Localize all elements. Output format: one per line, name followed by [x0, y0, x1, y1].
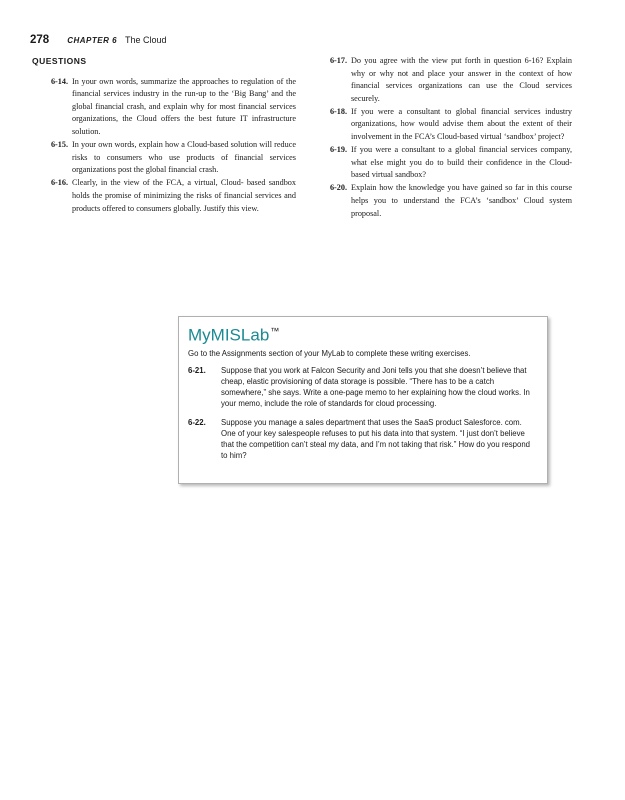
mymislab-logo [188, 321, 538, 346]
exercise-item [188, 365, 538, 410]
logo-prefix: My [188, 325, 211, 345]
question-number: 6-16. [50, 178, 68, 188]
question-number: 6-20. [329, 183, 347, 193]
chapter-title: The Cloud [125, 35, 167, 45]
questions-right-column [316, 55, 572, 221]
mymislab-intro: Go to the Assignments section of your MyLab to complete these writing exercises. [188, 348, 471, 358]
running-header [30, 30, 167, 48]
question-item [316, 106, 572, 144]
question-text: In your own words, summarize the approaches to regulation of the financial services industry in the run-up to the ‘Big Bang’ and the global financial crash, and explain why for most financial services organizations, the Cloud offers the best future IT infrastructure solution. [72, 76, 296, 136]
chapter-label: CHAPTER 6 [67, 36, 118, 45]
question-text: Do you agree with the view put forth in question 6-16? Explain why or why not and place your answer in the context of how financial services organizations can use the Cloud services securely. [351, 56, 572, 103]
question-item [32, 177, 296, 215]
question-text: Clearly, in the view of the FCA, a virtual, Cloud- based sandbox holds the promise of minimizing the risks of financial services and products offered to consumers globally. Justify this view. [72, 178, 296, 213]
question-number: 6-19. [329, 145, 347, 155]
logo-main: MIS [210, 325, 241, 345]
trademark-symbol: ™ [270, 326, 280, 336]
question-item [316, 144, 572, 182]
page-number: 278 [30, 34, 50, 46]
exercise-text: Suppose you manage a sales department that uses the SaaS product Salesforce. com. One of your key salespeople refuses to put his data into that system. “I just don’t believe that the competition can’t steal my data, and I’m not taking that risk.” How do you respond to him? [221, 417, 531, 461]
question-item [32, 76, 296, 139]
exercise-text: Suppose that you work at Falcon Security and Joni tells you that she doesn’t believe that cheap, elastic provisioning of data storage is possible. “There has to be a catch somewhere,” she says. Write a one-page memo to her explaining how the cloud works. In your memo, include the role of standards for cloud processing. [221, 365, 530, 409]
exercise-number: 6-21. [188, 365, 206, 375]
question-item [32, 139, 296, 177]
mymislab-box [178, 316, 548, 484]
question-number: 6-18. [329, 106, 347, 116]
questions-heading: QUESTIONS [32, 56, 87, 66]
question-text: If you were a consultant to a global financial services company, what else might you do to build their confidence in the Cloud- based virtual sandbox? [351, 145, 572, 180]
question-text: In your own words, explain how a Cloud-based solution will reduce risks to consumers who use products of financial services organizations post the global financial crash. [72, 140, 296, 175]
question-text: Explain how the knowledge you have gained so far in this course helps you to understand the FCA’s ‘sandbox’ Cloud system proposal. [351, 183, 572, 218]
logo-suffix: Lab [240, 325, 270, 345]
question-number: 6-15. [50, 140, 68, 150]
questions-left-column [32, 55, 296, 216]
exercise-item [188, 417, 538, 462]
question-item [316, 182, 572, 220]
question-text: If you were a consultant to global financial services industry organizations, how would advise them about the extent of their involvement in the FCA’s Cloud-based virtual ‘sandbox’ project? [351, 106, 572, 142]
question-number: 6-17. [329, 56, 347, 65]
question-item [316, 55, 572, 105]
exercise-number: 6-22. [188, 417, 206, 427]
question-number: 6-14. [50, 76, 68, 86]
